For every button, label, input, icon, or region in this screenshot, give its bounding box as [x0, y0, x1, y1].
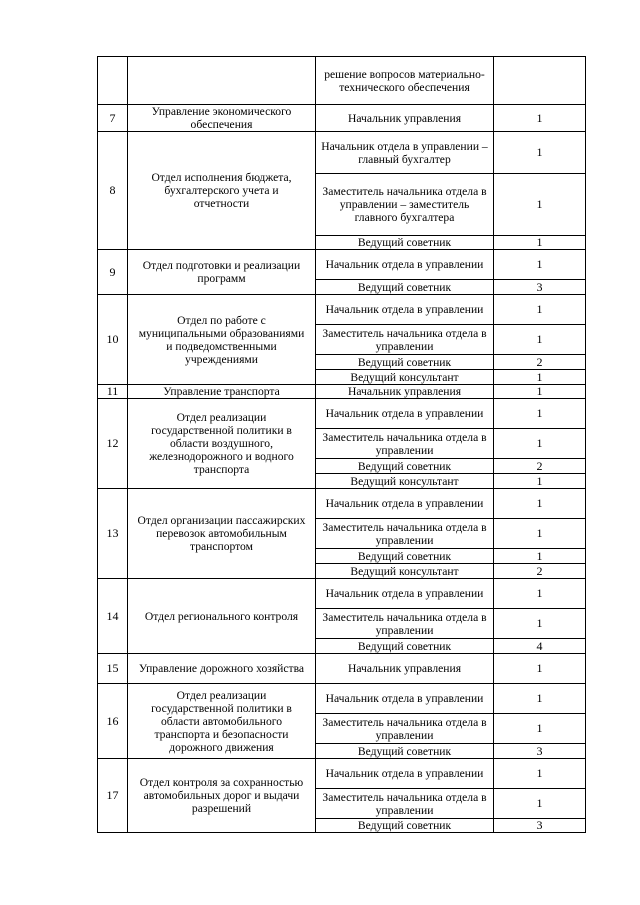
count-cell: 1	[494, 174, 586, 236]
position-cell: Заместитель начальника отдела в управлении	[316, 609, 494, 639]
position-cell: Начальник управления	[316, 385, 494, 399]
count-cell: 1	[494, 654, 586, 684]
table-row	[98, 250, 586, 280]
department-cell: Управление транспорта	[128, 385, 316, 399]
count-cell: 1	[494, 474, 586, 489]
department-cell: Отдел реализации государственной политики в области автомобильного транспорта и безопасности дорожного движения	[128, 684, 316, 759]
count-cell: 1	[494, 579, 586, 609]
count-cell: 1	[494, 489, 586, 519]
table-row	[98, 759, 586, 789]
count-cell: 2	[494, 355, 586, 370]
count-cell: 1	[494, 549, 586, 564]
count-cell: 1	[494, 789, 586, 819]
position-cell: Заместитель начальника отдела в управлении	[316, 325, 494, 355]
department-cell: Отдел регионального контроля	[128, 579, 316, 654]
count-cell	[494, 57, 586, 105]
row-number-cell	[98, 57, 128, 105]
position-cell: Ведущий советник	[316, 549, 494, 564]
count-cell: 1	[494, 759, 586, 789]
count-cell: 1	[494, 325, 586, 355]
table-row	[98, 57, 586, 105]
count-cell: 1	[494, 714, 586, 744]
position-cell: Ведущий консультант	[316, 370, 494, 385]
department-cell: Управление экономического обеспечения	[128, 105, 316, 132]
position-cell: Начальник управления	[316, 105, 494, 132]
table-row	[98, 654, 586, 684]
count-cell: 1	[494, 295, 586, 325]
department-cell: Отдел подготовки и реализации программ	[128, 250, 316, 295]
table-row	[98, 579, 586, 609]
position-cell: Начальник отдела в управлении	[316, 759, 494, 789]
position-cell: Ведущий советник	[316, 639, 494, 654]
position-cell: Заместитель начальника отдела в управлении	[316, 519, 494, 549]
position-cell: Начальник отдела в управлении	[316, 250, 494, 280]
position-cell: Ведущий советник	[316, 355, 494, 370]
department-cell: Отдел исполнения бюджета, бухгалтерского учета и отчетности	[128, 132, 316, 250]
position-cell: Ведущий советник	[316, 819, 494, 833]
department-cell: Управление дорожного хозяйства	[128, 654, 316, 684]
row-number-cell: 17	[98, 759, 128, 833]
staff-table-body	[98, 57, 586, 833]
department-cell	[128, 57, 316, 105]
table-row	[98, 385, 586, 399]
row-number-cell: 7	[98, 105, 128, 132]
position-cell: Начальник отдела в управлении	[316, 489, 494, 519]
table-row	[98, 105, 586, 132]
position-cell: Ведущий советник	[316, 236, 494, 250]
position-cell: Начальник отдела в управлении – главный бухгалтер	[316, 132, 494, 174]
count-cell: 2	[494, 564, 586, 579]
position-cell: Начальник отдела в управлении	[316, 684, 494, 714]
position-cell: Заместитель начальника отдела в управлении – заместитель главного бухгалтера	[316, 174, 494, 236]
count-cell: 3	[494, 744, 586, 759]
count-cell: 1	[494, 105, 586, 132]
department-cell: Отдел реализации государственной политики в области воздушного, железнодорожного и водного транспорта	[128, 399, 316, 489]
count-cell: 1	[494, 385, 586, 399]
position-cell: Ведущий консультант	[316, 474, 494, 489]
department-cell: Отдел контроля за сохранностью автомобильных дорог и выдачи разрешений	[128, 759, 316, 833]
row-number-cell: 14	[98, 579, 128, 654]
count-cell: 1	[494, 250, 586, 280]
count-cell: 3	[494, 819, 586, 833]
position-cell: Начальник отдела в управлении	[316, 295, 494, 325]
table-row	[98, 399, 586, 429]
row-number-cell: 15	[98, 654, 128, 684]
row-number-cell: 8	[98, 132, 128, 250]
count-cell: 3	[494, 280, 586, 295]
document-page	[97, 56, 585, 833]
row-number-cell: 16	[98, 684, 128, 759]
table-row	[98, 684, 586, 714]
staff-table	[97, 56, 586, 833]
count-cell: 1	[494, 429, 586, 459]
position-cell: Ведущий консультант	[316, 564, 494, 579]
row-number-cell: 11	[98, 385, 128, 399]
position-cell: Заместитель начальника отдела в управлении	[316, 789, 494, 819]
position-cell: Ведущий советник	[316, 459, 494, 474]
department-cell: Отдел организации пассажирских перевозок автомобильным транспортом	[128, 489, 316, 579]
row-number-cell: 13	[98, 489, 128, 579]
row-number-cell: 9	[98, 250, 128, 295]
count-cell: 1	[494, 132, 586, 174]
position-cell: Начальник отдела в управлении	[316, 399, 494, 429]
position-cell: Начальник управления	[316, 654, 494, 684]
position-cell: Ведущий советник	[316, 280, 494, 295]
position-cell: Заместитель начальника отдела в управлении	[316, 714, 494, 744]
count-cell: 1	[494, 236, 586, 250]
position-cell: Заместитель начальника отдела в управлении	[316, 429, 494, 459]
row-number-cell: 10	[98, 295, 128, 385]
position-cell: Начальник отдела в управлении	[316, 579, 494, 609]
position-cell: Ведущий советник	[316, 744, 494, 759]
position-cell: решение вопросов материально-технического обеспечения	[316, 57, 494, 105]
count-cell: 4	[494, 639, 586, 654]
count-cell: 1	[494, 609, 586, 639]
table-row	[98, 132, 586, 174]
row-number-cell: 12	[98, 399, 128, 489]
count-cell: 1	[494, 519, 586, 549]
count-cell: 1	[494, 684, 586, 714]
count-cell: 1	[494, 370, 586, 385]
count-cell: 1	[494, 399, 586, 429]
count-cell: 2	[494, 459, 586, 474]
table-row	[98, 295, 586, 325]
department-cell: Отдел по работе с муниципальными образованиями и подведомственными учреждениями	[128, 295, 316, 385]
table-row	[98, 489, 586, 519]
